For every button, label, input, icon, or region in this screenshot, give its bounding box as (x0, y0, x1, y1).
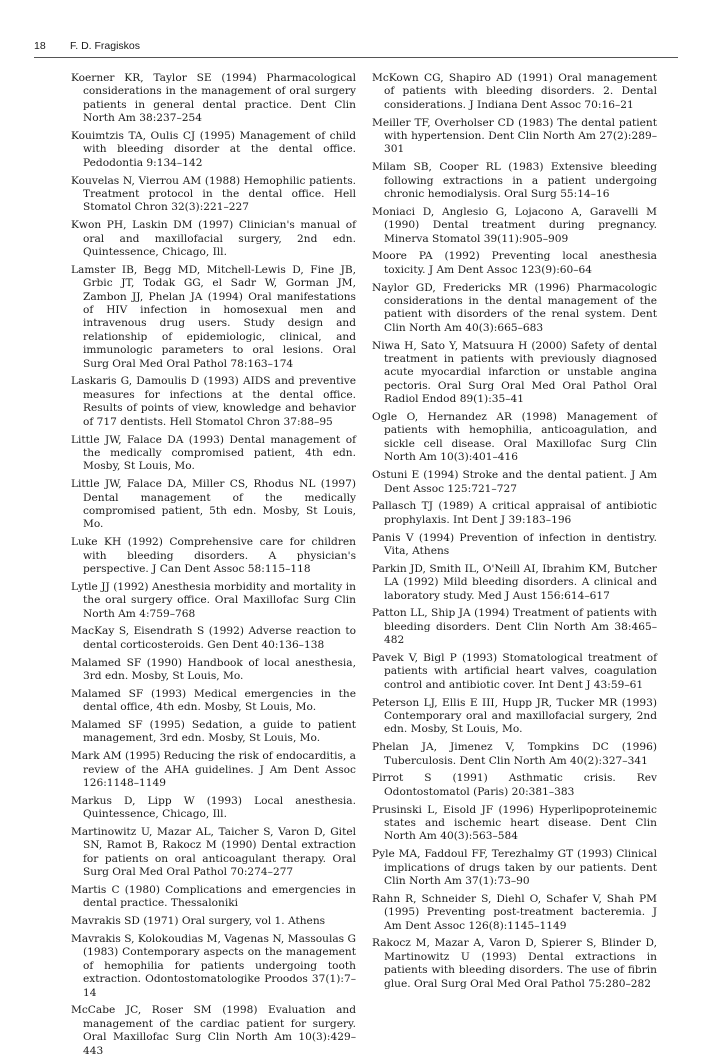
reference-entry: Prusinski L, Eisold JF (1996) Hyperlipoproteinemic states and ischemic heart disease. Dent Clin North Am 40(3):563–584 (372, 803, 657, 843)
reference-entry: Malamed SF (1995) Sedation, a guide to patient management, 3rd edn. Mosby, St Louis, Mo. (71, 718, 356, 745)
page-number: 18 (34, 40, 46, 52)
reference-entry: Mark AM (1995) Reducing the risk of endocarditis, a review of the AHA guidelines. J Am Dent Assoc 126:1148–1149 (71, 750, 356, 789)
reference-entry: Little JW, Falace DA, Miller CS, Rhodus NL (1997) Dental management of the medically compromised patient, 5th edn. Mosby, St Louis, Mo. (71, 478, 356, 531)
reference-entry: Phelan JA, Jimenez V, Tompkins DC (1996) Tuberculosis. Dent Clin North Am 40(2):327–341 (372, 741, 657, 767)
reference-entry: Markus D, Lipp W (1993) Local anesthesia. Quintessence, Chicago, Ill. (71, 794, 356, 821)
reference-entry: Pavek V, Bigl P (1993) Stomatological treatment of patients with artificial heart valves, coagulation control and antibiotic cover. Int Dent J 43:59–61 (372, 651, 657, 691)
reference-entry: Rakocz M, Mazar A, Varon D, Spierer S, Blinder D, Martinowitz U (1993) Dental extractions in patients with bleeding disorders. The use of fibrin glue. Oral Surg Oral Med Oral Pathol 75:280–282 (372, 937, 657, 990)
reference-entry: Malamed SF (1990) Handbook of local anesthesia, 3rd edn. Mosby, St Louis, Mo. (71, 656, 356, 682)
running-head: F. D. Fragiskos (70, 40, 141, 52)
reference-entry: Milam SB, Cooper RL (1983) Extensive bleeding following extractions in a patient undergoing chronic hemodialysis. Oral Surg 55:14–16 (372, 161, 657, 201)
reference-entry: Panis V (1994) Prevention of infection in dentistry. Vita, Athens (372, 531, 657, 557)
reference-entry: Peterson LJ, Ellis E III, Hupp JR, Tucker MR (1993) Contemporary oral and maxillofacial surgery, 2nd edn. Mosby, St Louis, Mo. (372, 696, 657, 736)
header-rule (34, 57, 678, 58)
reference-entry: Niwa H, Sato Y, Matsuura H (2000) Safety of dental treatment in patients with previously diagnosed acute myocardial infarction or unstable angina pectoris. Oral Surg Oral Med Oral Pathol Oral Radiol Endod 89(1):35–41 (372, 339, 657, 406)
reference-entry: McKown CG, Shapiro AD (1991) Oral management of patients with bleeding disorders. 2. Dental considerations. J Indiana Dent Assoc 70:16–21 (372, 72, 657, 111)
reference-entry: Koerner KR, Taylor SE (1994) Pharmacological considerations in the management of oral surgery patients in general dental practice. Dent Clin North Am 38:237–254 (71, 72, 356, 125)
reference-entry: McCabe JC, Roser SM (1998) Evaluation and management of the cardiac patient for surgery. Oral Maxillofac Surg Clin North Am 10(3):429–443 (71, 1004, 356, 1057)
reference-entry: Ogle O, Hernandez AR (1998) Management of patients with hemophilia, anticoagulation, and sickle cell disease. Oral Maxillofac Surg Clin North Am 10(3):401–416 (372, 411, 657, 464)
reference-entry: MacKay S, Eisendrath S (1992) Adverse reaction to dental corticosteroids. Gen Dent 40:136–138 (71, 625, 356, 651)
reference-entry: Malamed SF (1993) Medical emergencies in the dental office, 4th edn. Mosby, St Louis, Mo. (71, 687, 356, 714)
reference-entry: Laskaris G, Damoulis D (1993) AIDS and preventive measures for infections at the dental office. Results of points of view, knowledge and behavior of 717 dentists. Hell Stomatol Chron 37:88–95 (71, 375, 356, 428)
reference-entry: Martinowitz U, Mazar AL, Taicher S, Varon D, Gitel SN, Ramot B, Rakocz M (1990) Dental extraction for patients on oral anticoagulant therapy. Oral Surg Oral Med Oral Pathol 70:274–277 (71, 825, 356, 879)
reference-column-left (71, 72, 356, 1062)
reference-entry: Kwon PH, Laskin DM (1997) Clinician's manual of oral and maxillofacial surgery, 2nd edn. Quintessence, Chicago, Ill. (71, 219, 356, 259)
reference-entry: Patton LL, Ship JA (1994) Treatment of patients with bleeding disorders. Dent Clin North Am 38:465–482 (372, 607, 657, 647)
reference-entry: Kouimtzis TA, Oulis CJ (1995) Management of child with bleeding disorder at the dental office. Pedodontia 9:134–142 (71, 130, 356, 169)
reference-entry: Lamster IB, Begg MD, Mitchell-Lewis D, Fine JB, Grbic JT, Todak GG, el Sadr W, Gorman JM, Zambon JJ, Phelan JA (1994) Oral manifestations of HIV infection in homosexual men and intravenous drug users. Study design and relationship of epidemiologic, clinical, and immunologic parameters to oral lesions. Oral Surg Oral Med Oral Pathol 78:163–174 (71, 263, 356, 370)
reference-entry: Rahn R, Schneider S, Diehl O, Schafer V, Shah PM (1995) Preventing post-treatment bacteremia. J Am Dent Assoc 126(8):1145–1149 (372, 892, 657, 932)
reference-entry: Kouvelas N, Vierrou AM (1988) Hemophilic patients. Treatment protocol in the dental office. Hell Stomatol Chron 32(3):221–227 (71, 174, 356, 214)
reference-entry: Naylor GD, Fredericks MR (1996) Pharmacologic considerations in the dental management of the patient with disorders of the renal system. Dent Clin North Am 40(3):665–683 (372, 281, 657, 334)
reference-entry: Pirrot S (1991) Asthmatic crisis. Rev Odontostomatol (Paris) 20:381–383 (372, 772, 657, 798)
reference-entry: Martis C (1980) Complications and emergencies in dental practice. Thessaloniki (71, 883, 356, 910)
reference-entry: Luke KH (1992) Comprehensive care for children with bleeding disorders. A physician's perspective. J Can Dent Assoc 58:115–118 (71, 536, 356, 575)
reference-column-right (372, 72, 657, 995)
reference-entry: Ostuni E (1994) Stroke and the dental patient. J Am Dent Assoc 125:721–727 (372, 469, 657, 495)
page-header (34, 40, 680, 58)
reference-entry: Pyle MA, Faddoul FF, Terezhalmy GT (1993) Clinical implications of drugs taken by our patients. Dent Clin North Am 37(1):73–90 (372, 848, 657, 887)
reference-entry: Moore PA (1992) Preventing local anesthesia toxicity. J Am Dent Assoc 123(9):60–64 (372, 250, 657, 276)
reference-entry: Parkin JD, Smith IL, O'Neill AI, Ibrahim KM, Butcher LA (1992) Mild bleeding disorders. A clinical and laboratory study. Med J Aust 156:614–617 (372, 562, 657, 602)
reference-entry: Meiller TF, Overholser CD (1983) The dental patient with hypertension. Dent Clin North Am 27(2):289–301 (372, 116, 657, 156)
reference-entry: Lytle JJ (1992) Anesthesia morbidity and mortality in the oral surgery office. Oral Maxillofac Surg Clin North Am 4:759–768 (71, 580, 356, 620)
reference-entry: Little JW, Falace DA (1993) Dental management of the medically compromised patient, 4th edn. Mosby, St Louis, Mo. (71, 433, 356, 473)
reference-entry: Moniaci D, Anglesio G, Lojacono A, Garavelli M (1990) Dental treatment during pregnancy. Minerva Stomatol 39(11):905–909 (372, 205, 657, 245)
reference-entry: Pallasch TJ (1989) A critical appraisal of antibiotic prophylaxis. Int Dent J 39:183–196 (372, 500, 657, 526)
reference-entry: Mavrakis SD (1971) Oral surgery, vol 1. Athens (71, 915, 326, 928)
reference-entry: Mavrakis S, Kolokoudias M, Vagenas N, Massoulas G (1983) Contemporary aspects on the management of hemophilia for patients undergoing tooth extraction. Odontostomatologike Proodos 37(1):7–14 (71, 932, 356, 999)
